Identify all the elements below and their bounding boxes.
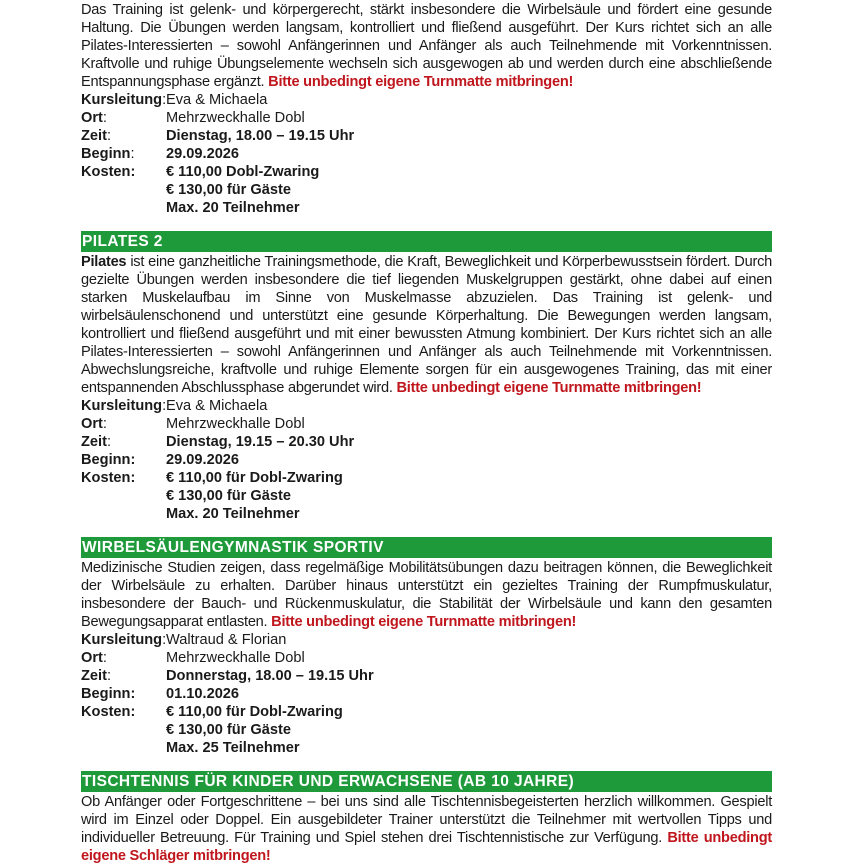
info-label xyxy=(81,145,166,163)
info-label xyxy=(81,415,166,433)
emphasis-text: Pilates xyxy=(81,254,127,270)
info-label-suffix: : xyxy=(162,92,167,108)
info-value: € 110,00 Dobl-Zwaring xyxy=(166,164,320,180)
info-label xyxy=(81,181,166,199)
info-row xyxy=(81,199,772,217)
info-label xyxy=(81,433,166,451)
info-row xyxy=(81,649,772,667)
reminder-text: Bitte unbedingt eigene Turnmatte mitbringen! xyxy=(396,380,702,396)
info-label-key: Ort xyxy=(81,110,103,126)
info-label xyxy=(81,685,166,703)
course-info xyxy=(81,631,772,757)
info-label-key: Kosten: xyxy=(81,164,136,180)
course-info xyxy=(81,397,772,523)
info-row xyxy=(81,163,772,181)
info-row xyxy=(81,181,772,199)
info-value: 01.10.2026 xyxy=(166,686,240,702)
info-row xyxy=(81,631,772,649)
info-label-key: Kosten: xyxy=(81,704,136,720)
info-label xyxy=(81,739,166,757)
course-description xyxy=(81,253,772,397)
info-label xyxy=(81,667,166,685)
info-row xyxy=(81,505,772,523)
course-description xyxy=(81,793,772,865)
info-label-suffix: : xyxy=(106,128,112,144)
info-label xyxy=(81,649,166,667)
info-label-suffix: : xyxy=(162,398,167,414)
section-heading: TISCHTENNIS FÜR KINDER UND ERWACHSENE (AB 10 JAHRE) xyxy=(81,771,772,792)
info-label-suffix: : xyxy=(106,668,112,684)
info-label-key: Beginn: xyxy=(81,686,136,702)
info-row xyxy=(81,469,772,487)
info-label xyxy=(81,397,166,415)
info-label-key: Zeit xyxy=(81,668,107,684)
info-label-key: Kursleitung xyxy=(81,632,163,648)
info-label-key: Zeit xyxy=(81,434,107,450)
info-row xyxy=(81,685,772,703)
info-label-suffix: : xyxy=(102,416,107,432)
info-label-key: Kursleitung xyxy=(81,92,163,108)
info-label xyxy=(81,451,166,469)
info-label xyxy=(81,487,166,505)
description-text: ist eine ganzheitliche Trainingsmethode, die Kraft, Beweglichkeit und Körperbewusstsein fördert. Durch gezielte Übungen werden insbesondere die tief liegenden Muskelgruppen gestärkt, ohne dabei auf einen starken Muskelaufbau im Sinne von Muskelmasse abzuzielen. Das Training ist gelenk- und wirbelsäulenschonend und unterstützt eine gesunde Körperhaltung. Die Bewegungen werden langsam, kontrolliert und fließend ausgeführt und mit einer bewussten Atmung kombiniert. Der Kurs richtet sich an alle Pilates-Interessierten – sowohl Anfängerinnen und Anfänger als auch Teilnehmende mit Vorkenntnissen. Abwechslungsreiche, kraftvolle und ruhige Elemente sorgen für ein ausgewogenes Training, das mit einer entspannenden Abschlussphase abgerundet wird. xyxy=(81,254,772,396)
info-value: Mehrzweckhalle Dobl xyxy=(166,650,305,666)
description-text: Ob Anfänger oder Fortgeschrittene – bei uns sind alle Tischtennisbegeisterten herzlich willkommen. Gespielt wird im Einzel oder Doppel. Ein ausgebildeter Trainer unterstützt die Teilnehmer mit wertvollen Tipps und individueller Betreuung. Für Training und Spiel stehen drei Tischtennistische zur Verfügung. xyxy=(81,794,772,846)
info-value: € 110,00 für Dobl-Zwaring xyxy=(166,704,343,720)
info-label xyxy=(81,505,166,523)
info-row xyxy=(81,487,772,505)
info-label-suffix: : xyxy=(162,632,167,648)
info-value: € 130,00 für Gäste xyxy=(166,182,291,198)
reminder-text: Bitte unbedingt eigene Turnmatte mitbringen! xyxy=(268,74,574,90)
info-row xyxy=(81,721,772,739)
info-label-key: Kosten: xyxy=(81,470,136,486)
info-label-key: Beginn xyxy=(81,146,131,162)
info-value: Eva & Michaela xyxy=(166,398,268,414)
info-row xyxy=(81,703,772,721)
info-value: 29.09.2026 xyxy=(166,452,240,468)
info-row xyxy=(81,415,772,433)
info-value: Donnerstag, 18.00 – 19.15 Uhr xyxy=(166,668,374,684)
course-description xyxy=(81,559,772,631)
reminder-text: Bitte unbedingt eigene Turnmatte mitbringen! xyxy=(271,614,577,630)
info-value: € 130,00 für Gäste xyxy=(166,722,291,738)
info-label-suffix: : xyxy=(102,650,107,666)
info-label xyxy=(81,199,166,217)
course-section xyxy=(81,231,772,523)
info-label xyxy=(81,91,166,109)
info-label xyxy=(81,721,166,739)
section-heading: WIRBELSÄULENGYMNASTIK SPORTIV xyxy=(81,537,772,558)
info-label-key: Zeit xyxy=(81,128,107,144)
info-row xyxy=(81,109,772,127)
course-page xyxy=(81,0,772,865)
info-row xyxy=(81,739,772,757)
info-row xyxy=(81,451,772,469)
course-description xyxy=(81,0,772,91)
info-label-suffix: : xyxy=(102,110,107,126)
info-value: € 110,00 für Dobl-Zwaring xyxy=(166,470,343,486)
info-row xyxy=(81,91,772,109)
info-label-suffix: : xyxy=(130,146,135,162)
info-label-key: Ort xyxy=(81,416,103,432)
description-text: Das Training ist gelenk- und körpergerecht, stärkt insbesondere die Wirbelsäule und fördert eine gesunde Haltung. Die Übungen werden langsam, kontrolliert und fließend ausgeführt. Der Kurs richtet sich an alle Pilates-Interessierten – sowohl Anfängerinnen und Anfänger als auch Teilnehmende mit Vorkenntnissen. Kraftvolle und ruhige Übungselemente wechseln sich ausgewogen ab und werden durch eine abschließende Entspannungsphase ergänzt. xyxy=(81,2,772,90)
info-value: Eva & Michaela xyxy=(166,92,268,108)
info-label xyxy=(81,109,166,127)
info-row xyxy=(81,145,772,163)
info-row xyxy=(81,433,772,451)
info-label-suffix: : xyxy=(106,434,112,450)
info-row xyxy=(81,667,772,685)
info-label xyxy=(81,703,166,721)
info-value: Mehrzweckhalle Dobl xyxy=(166,416,305,432)
info-label xyxy=(81,469,166,487)
info-value: Waltraud & Florian xyxy=(166,632,287,648)
info-value: € 130,00 für Gäste xyxy=(166,488,291,504)
info-value: Max. 20 Teilnehmer xyxy=(166,200,300,216)
info-label xyxy=(81,127,166,145)
course-section xyxy=(81,771,772,865)
info-label-key: Kursleitung xyxy=(81,398,163,414)
info-label-key: Beginn: xyxy=(81,452,136,468)
info-value: Mehrzweckhalle Dobl xyxy=(166,110,305,126)
info-value: Max. 25 Teilnehmer xyxy=(166,740,300,756)
info-label-key: Ort xyxy=(81,650,103,666)
course-info xyxy=(81,91,772,217)
info-row xyxy=(81,127,772,145)
info-row xyxy=(81,397,772,415)
reminder-text: Bitte unbedingt eigene Schläger mitbringen! xyxy=(81,830,772,864)
info-value: Max. 20 Teilnehmer xyxy=(166,506,300,522)
info-value: Dienstag, 18.00 – 19.15 Uhr xyxy=(166,128,355,144)
info-label xyxy=(81,631,166,649)
info-label xyxy=(81,163,166,181)
course-section xyxy=(81,0,772,217)
description-text: Medizinische Studien zeigen, dass regelmäßige Mobilitätsübungen dazu beitragen können, die Beweglichkeit der Wirbelsäule zu erhalten. Darüber hinaus unterstützt ein gezieltes Training der Rumpfmuskulatur, insbesondere der Bauch- und Rückenmuskulatur, die Stabilität der Wirbelsäule und kann den gesamten Bewegungsapparat entlasten. xyxy=(81,560,772,630)
info-value: 29.09.2026 xyxy=(166,146,240,162)
info-value: Dienstag, 19.15 – 20.30 Uhr xyxy=(166,434,355,450)
course-section xyxy=(81,537,772,757)
section-heading: PILATES 2 xyxy=(81,231,772,252)
